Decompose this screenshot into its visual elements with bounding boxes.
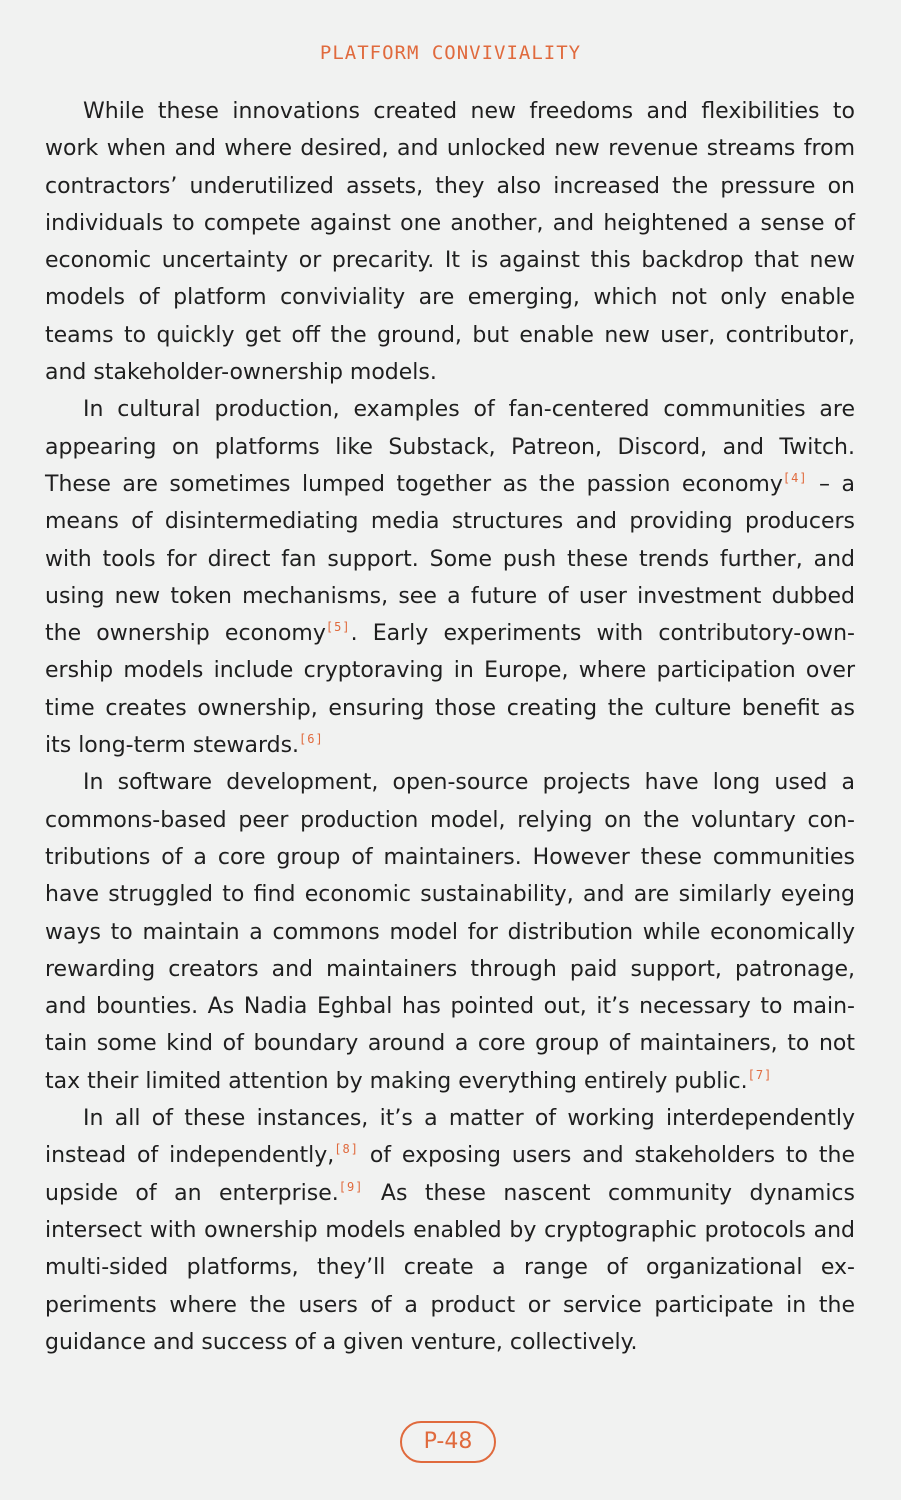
body-text bbox=[45, 93, 855, 1361]
footnote-ref-9[interactable]: [9] bbox=[338, 1179, 364, 1194]
paragraph-2 bbox=[45, 391, 855, 764]
paragraph-text: – a means of disintermediating media structures and providing producers with tools for direct fan support. Some push these trends further, and using new token mechanisms, see a future of user investment dubbed the ownership economy bbox=[45, 471, 856, 647]
running-header: PLATFORM CONVIVIALITY bbox=[319, 42, 582, 64]
paragraph-3 bbox=[45, 764, 855, 1100]
paragraph-text: In software development, open-source projects have long used a commons-based peer production model, relying on the voluntary contributions of a core group of maintainers. However these communities have struggled to find economic sustainability, and are similarly eyeing ways to maintain a commons model for distribution while economically rewarding creators and maintainers through paid support, patronage, and bounties. As Nadia Eghbal has pointed out, it’s necessary to maintain some kind of boundary around a core group of maintainers, to not tax their limited attention by making everything entirely public. bbox=[45, 770, 855, 1094]
footnote-ref-5[interactable]: [5] bbox=[325, 620, 351, 635]
paragraph-1 bbox=[45, 93, 855, 391]
paragraph-4 bbox=[45, 1100, 855, 1361]
paragraph-text: While these innovations created new freedoms and flexibilities to work when and where desired, and unlocked new revenue streams from contractors’ underutilized assets, they also increased the pressure on individuals to compete against one another, and heightened a sense of economic uncertainty or precarity. It is against this backdrop that new models of platform conviviality are emerging, which not only enable teams to quickly get off the ground, but enable new user, contributor, and stakeholder-ownership models. bbox=[45, 99, 855, 386]
paragraph-text: . Early experiments with contributory-ownership models include cryptoraving in Europe, where participation over time creates ownership, ensuring those creating the culture benefit as its long-term stewards. bbox=[45, 621, 855, 759]
footnote-ref-7[interactable]: [7] bbox=[747, 1067, 773, 1082]
paragraph-text: In all of these instances, it’s a matter of working interdependently instead of independently, bbox=[45, 1106, 855, 1169]
footnote-ref-8[interactable]: [8] bbox=[334, 1142, 359, 1157]
paragraph-text: In cultural production, examples of fan-centered communities are appearing on platforms like Substack, Patreon, Discord, and Twitch. These are sometimes lumped together as the passion economy bbox=[45, 397, 855, 497]
footnote-ref-6[interactable]: [6] bbox=[299, 732, 324, 747]
paragraph-text: As these nascent community dynamics intersect with ownership models enabled by cryptographic protocols and multi-sided platforms, they’ll create a range of organizational experiments where the users of a product or service participate in the guidance and success of a given venture, collectively. bbox=[45, 1180, 855, 1355]
footnote-ref-4[interactable]: [4] bbox=[782, 470, 808, 485]
page-number-badge: P-48 bbox=[400, 1421, 496, 1463]
paragraph-text: of exposing users and stakeholders to the upside of an enterprise. bbox=[45, 1143, 855, 1206]
